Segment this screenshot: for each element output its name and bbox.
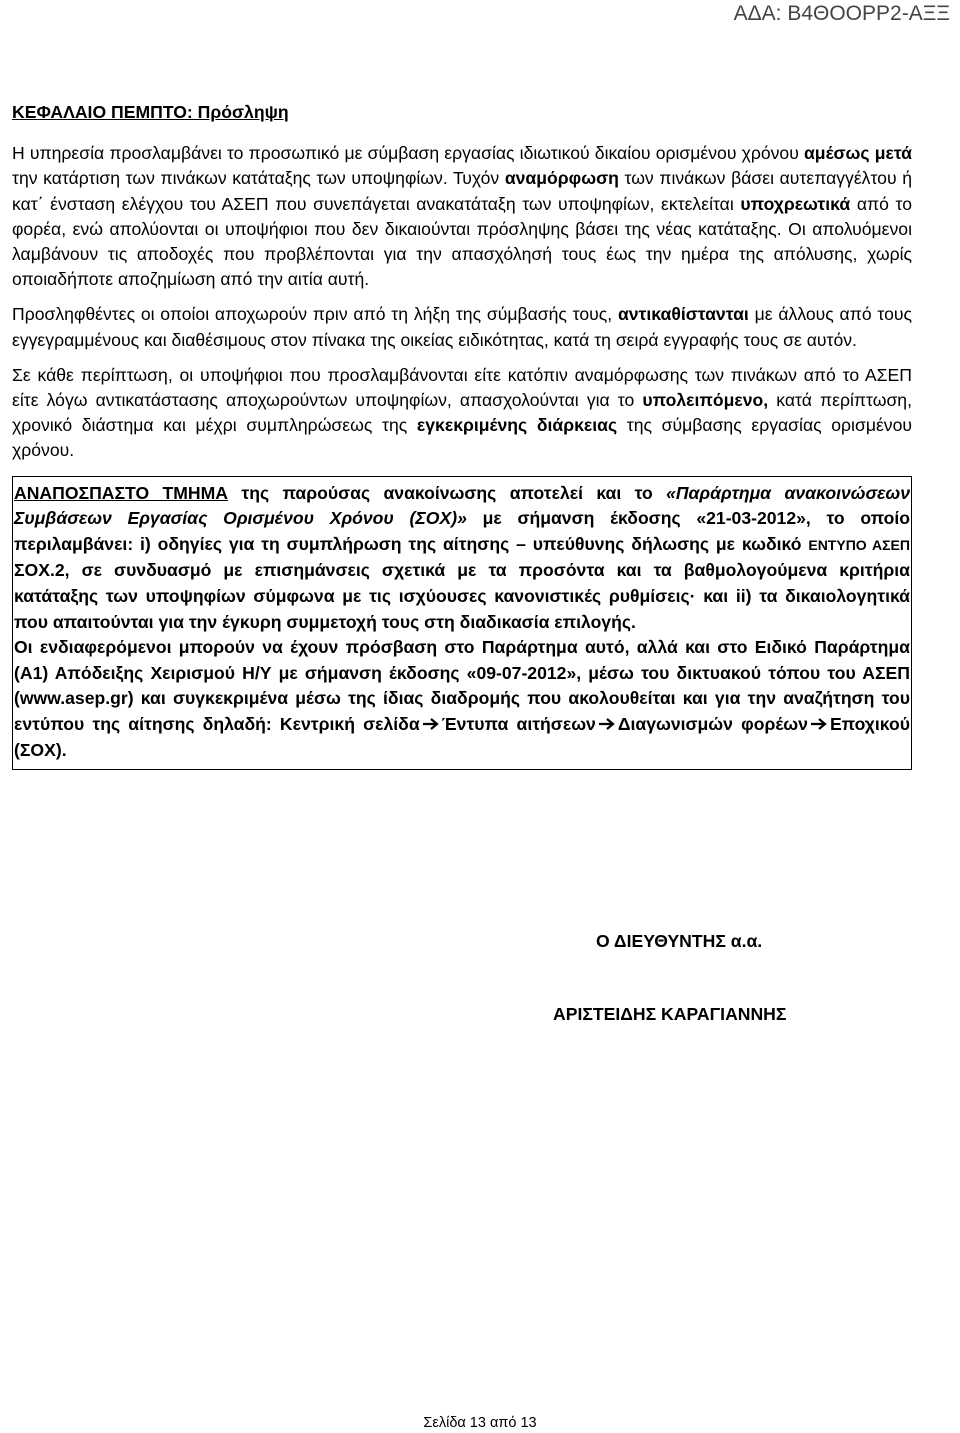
nav-path-step: Εποχικού (ΣΟΧ). [14, 713, 910, 760]
text-run: με σήμανση έκδοσης «21-03-2012», το οποίο περιλαμβάνει: i) οδηγίες για τη συμπλήρωση της αίτησης – υπεύθυνης δήλωσης με κωδικό [14, 508, 910, 554]
underlined-run: ΑΝΑΠΟΣΠΑΣΤΟ ΤΜΗΜΑ [14, 482, 228, 503]
nav-path-step: Κεντρική σελίδα [279, 713, 420, 734]
document-body [12, 100, 912, 770]
text-run: Η υπηρεσία προσλαμβάνει το προσωπικό με σύμβαση εργασίας ιδιωτικού δικαίου ορισμένου χρόνου [12, 143, 804, 164]
text-run: κατά περίπτωση, χρονικό διάστημα και μέχρι συμπληρώσεως της [12, 390, 912, 436]
text-run: την κατάρτιση των πινάκων κατάταξης των υποψηφίων. Τυχόν [12, 168, 505, 189]
text-run: της σύμβασης εργασίας ορισμένου χρόνου. [12, 415, 913, 461]
box-paragraph-annex [13, 481, 911, 636]
text-run: ΣΟΧ.2, σε συνδυασμό με επισημάνσεις σχετικά με τα προσόντα και τα βαθμολογούμενα κριτήρια κατάταξης των υποψηφίων σύμφωνα με τις ισχύουσες κανονιστικές ρυθμίσεις· και ii) τα δικαιολογητικά που απαιτούνται για την έγκυρη συμμετοχή τους στη διαδικασία επιλογής. [14, 560, 910, 632]
bold-run: αντικαθίστανται [617, 304, 749, 325]
signature-name: ΑΡΙΣΤΕΙΔΗΣ ΚΑΡΑΓΙΑΝΝΗΣ [553, 1004, 787, 1024]
detachable-section-box [12, 476, 912, 771]
text-run: της παρούσας ανακοίνωσης αποτελεί και το [227, 482, 667, 503]
right-arrow-icon [810, 717, 828, 731]
box-paragraph-access [13, 635, 911, 763]
text-run: Προσληφθέντες οι οποίοι αποχωρούν πριν από τη λήξη της σύμβασής τους, [12, 304, 618, 325]
text-run: των πινάκων βάσει αυτεπαγγέλτου ή κατ΄ ένσταση ελέγχου του ΑΣΕΠ που συνεπάγεται ανακατάταξη των υποψηφίων, εκτελείται [12, 168, 912, 214]
paragraph-replacement [12, 302, 912, 352]
bold-run: εγκεκριμένης διάρκειας [416, 415, 618, 436]
text-run: Οι ενδιαφερόμενοι μπορούν να έχουν πρόσβαση στο Παράρτημα αυτό, αλλά και στο Ειδικό Παράρτημα (Α1) Απόδειξης Χειρισμού Η/Υ με σήμανση έκδοσης «09-07-2012», μέσω του δικτυακού τόπου του ΑΣΕΠ (www.asep.gr) και συγκεκριμένα μέσω της ίδιας διαδρομής που ακολουθείται και για την αναζήτηση του εντύπου της αίτησης δηλαδή: [14, 637, 910, 734]
paragraph-duration [12, 363, 912, 464]
form-code: ΕΝΤΥΠΟ ΑΣΕΠ [808, 536, 910, 553]
nav-path-step: Έντυπα αιτήσεων [441, 713, 596, 734]
text-run: Σε κάθε περίπτωση, οι υποψήφιοι που προσλαμβάνονται είτε κατόπιν αναμόρφωσης των πινάκων από το ΑΣΕΠ είτε λόγω αντικατάστασης αποχωρούντων υποψηφίων, απασχολούνται για το [12, 364, 912, 411]
nav-path-step: Διαγωνισμών φορέων [617, 713, 808, 734]
bold-run: υποχρεωτικά [740, 193, 851, 214]
right-arrow-icon [422, 717, 440, 731]
bold-run: αναμόρφωση [504, 168, 619, 189]
text-run: με άλλους από τους εγγεγραμμένους και διαθέσιμους στον πίνακα της οικείας ειδικότητας, κατά τη σειρά εγγραφής τους σε αυτόν. [12, 304, 912, 350]
page-number: Σελίδα 13 από 13 [423, 1415, 537, 1431]
paragraph-hiring [12, 141, 912, 292]
bold-run: υπολειπόμενο, [642, 390, 769, 411]
ada-code: ΑΔΑ: Β4ΘΟΟΡΡ2-ΑΞΞ [733, 2, 950, 25]
signature-role: Ο ΔΙΕΥΘΥΝΤΗΣ α.α. [596, 931, 763, 951]
text-run: από το φορέα, ενώ απολύονται οι υποψήφιοι που δεν δικαιούνται πρόσληψης βάσει της νέας κατάταξης. Οι απολυόμενοι λαμβάνουν τις αποδοχές που προβλέπονται για την απασχόλησή τους έως την ημέρα της απόλυσης, χωρίς οποιαδήποτε αποζημίωση από την αιτία αυτή. [12, 193, 912, 290]
chapter-title: ΚΕΦΑΛΑΙΟ ΠΕΜΠΤΟ: Πρόσληψη [12, 102, 289, 122]
annex-title: «Παράρτημα ανακοινώσεων Συμβάσεων Εργασίας Ορισμένου Χρόνου (ΣΟΧ)» [14, 482, 911, 529]
right-arrow-icon [598, 717, 616, 731]
bold-run: αμέσως μετά [803, 143, 912, 164]
